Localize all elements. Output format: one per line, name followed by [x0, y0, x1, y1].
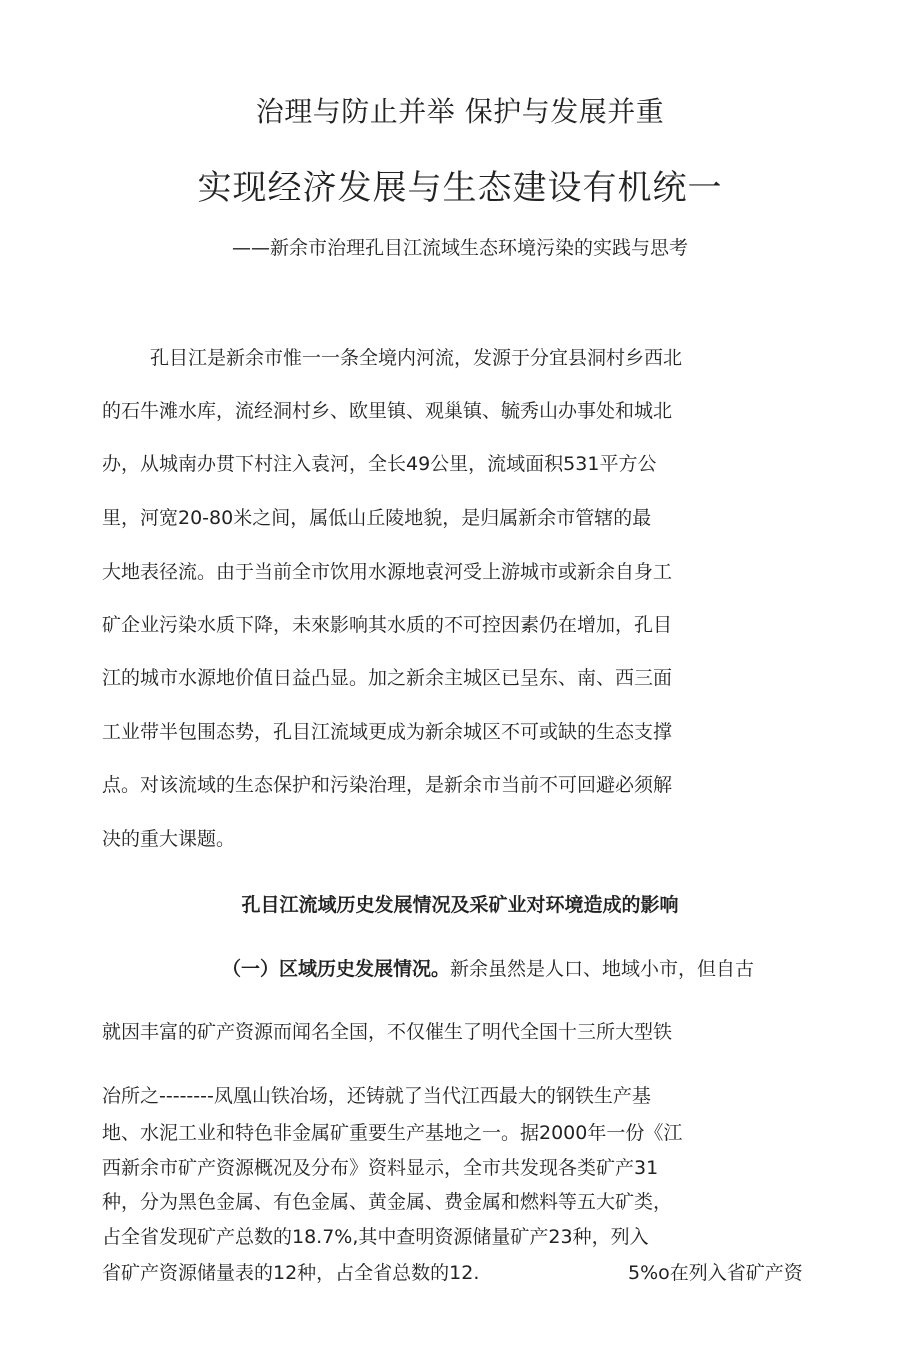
paragraph-line: 孔目江是新余市惟一一条全境内河流，发源于分宜县洞村乡西北: [150, 347, 683, 369]
subsection-text: 新余虽然是人口、地域小市，但自古: [450, 958, 755, 980]
paragraph-line: 办，从城南办贯下村注入袁河，全长49公里，流域面积531平方公: [102, 453, 657, 475]
paragraph-line: 里，河宽20-80米之间，属低山丘陵地貌，是归属新余市管辖的最: [102, 507, 652, 529]
paragraph-line: 种，分为黑色金属、有色金属、黄金属、费金属和燃料等五大矿类，: [102, 1191, 673, 1213]
subsection-first-line: [222, 954, 754, 981]
subtitle: ——新余市治理孔目江流域生态环境污染的实践与思考: [231, 237, 688, 259]
paragraph-line: 西新余市矿产资源概况及分布》资料显示，全市共发现各类矿产31: [102, 1157, 659, 1179]
paragraph-line: 决的重大课题。: [102, 828, 236, 850]
paragraph-line: 地、水泥工业和特色非金属矿重要生产基地之一。据2000年一份《江: [102, 1122, 683, 1144]
paragraph-line: 就因丰富的矿产资源而闻名全国，不仅催生了明代全国十三所大型铁: [102, 1021, 673, 1043]
paragraph-line: 矿企业污染水质下降，未來影响其水质的不可控因素仍在增加，孔目: [102, 614, 673, 636]
paragraph-line: 点。对该流域的生态保护和污染治理，是新余市当前不可回避必须解: [102, 774, 673, 796]
paragraph-line-tail: 5%o在列入省矿产资: [628, 1262, 803, 1284]
paragraph-line: 冶所之--------凤凰山铁冶场，还铸就了当代江西最大的钢铁生产基: [102, 1085, 651, 1107]
paragraph-line: 工业带半包围态势，孔目江流域更成为新余城区不可或缺的生态支撑: [102, 721, 673, 743]
paragraph-line: 的石牛滩水库，流经洞村乡、欧里镇、观巢镇、毓秀山办事处和城北: [102, 400, 673, 422]
paragraph-line: 占全省发现矿产总数的18.7%,其中查明资源储量矿产23种，列入: [102, 1226, 649, 1248]
main-title-line-1: 治理与防止并举 保护与发展并重: [255, 95, 665, 128]
subsection-label: （一）区域历史发展情况。: [222, 958, 451, 980]
main-title-line-2: 实现经济发展与生态建设有机统一: [197, 168, 723, 208]
paragraph-line: 省矿产资源储量表的12种，占全省总数的12.: [102, 1262, 480, 1284]
paragraph-line: 大地表径流。由于当前全市饮用水源地袁河受上游城市或新余自身工: [102, 561, 673, 583]
section-heading: 孔目江流域历史发展情况及采矿业对环境造成的影响: [241, 894, 679, 916]
paragraph-line: 江的城市水源地价值日益凸显。加之新余主城区已呈东、南、西三面: [102, 667, 673, 689]
